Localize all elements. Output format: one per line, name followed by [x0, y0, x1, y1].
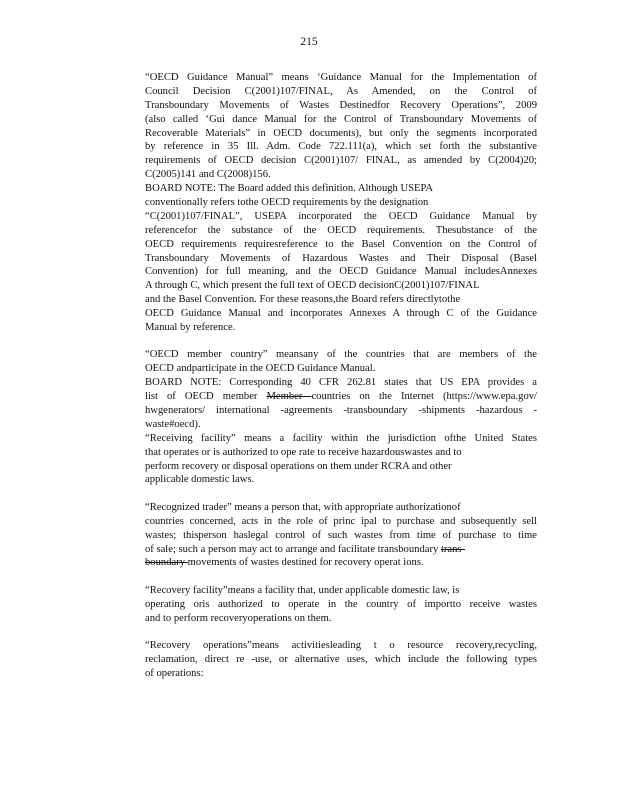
- text-line: [145, 182, 537, 196]
- text-line: [145, 653, 537, 667]
- struck-text: Member: [266, 391, 312, 403]
- text-line: [145, 99, 537, 113]
- struck-text: trans-: [440, 543, 466, 555]
- text-line: [145, 598, 537, 612]
- line-text: OECD Guidance Manual and incorporates Annexes A through C of the Guidance: [145, 308, 537, 320]
- line-text: “OECD member country” meansany of the countries that are members of the: [145, 349, 537, 361]
- text-line: [145, 307, 537, 321]
- line-text: applicable domestic laws.: [145, 474, 255, 486]
- body-text: [145, 71, 537, 694]
- line-text: by reference in 35 Ill. Adm. Code 722.111(a), which set forth the substantive: [145, 141, 537, 153]
- line-text: Manual by reference.: [145, 322, 236, 334]
- line-text: C(2005)141 and C(2008)156.: [145, 169, 271, 181]
- line-text: hwgenerators/ international -agreements -transboundary -shipments -hazardous -: [145, 404, 537, 416]
- paragraph: [145, 501, 537, 570]
- text-line: [145, 390, 537, 404]
- text-line: [145, 85, 537, 99]
- text-line: [145, 348, 537, 362]
- text-line: [145, 501, 537, 515]
- text-line: [145, 210, 537, 224]
- paragraph: [145, 348, 537, 487]
- text-line: [145, 432, 537, 446]
- line-text: referencefor the substance of the OECD requirements. Thesubstance of the: [145, 224, 537, 236]
- line-text: A through C, which present the full text of OECD decisionC(2001)107/FINAL: [145, 280, 480, 292]
- text-line: [145, 584, 537, 598]
- line-text: and the Basel Convention. For these reasons,the Board refers directlytothe: [145, 294, 461, 306]
- line-text: of sale; such a person may act to arrange and facilitate transboundary: [145, 543, 439, 555]
- line-text: Transboundary Movements of Wastes Destinedfor Recovery Operations”, 2009: [145, 99, 537, 111]
- text-line: [145, 515, 537, 529]
- line-text: waste#oecd).: [145, 418, 201, 430]
- line-text: conventionally refers tothe OECD requirements by the designation: [145, 197, 429, 209]
- text-line: [145, 224, 537, 238]
- line-text: that operates or is authorized to ope rate to receive hazardouswastes and to: [145, 446, 462, 458]
- line-text: Transboundary Movements of Hazardous Wastes and Their Disposal (Basel: [145, 252, 537, 264]
- text-line: [145, 543, 537, 557]
- text-line: [145, 252, 537, 266]
- text-line: [145, 418, 537, 432]
- line-text: reclamation, direct re -use, or alternative uses, which include the following types: [145, 653, 537, 665]
- line-text: countries concerned, acts in the role of princ ipal to purchase and subsequently sell: [145, 515, 537, 527]
- line-text: operating oris authorized to operate in the country of importto receive wastes: [145, 598, 537, 610]
- line-text: OECD requirements requiresreference to the Basel Convention on the Control of: [145, 238, 537, 250]
- text-line: [145, 446, 537, 460]
- line-text: requirements of OECD decision C(2001)107/ FINAL, as amended by C(2004)20;: [145, 155, 537, 167]
- text-line: [145, 376, 537, 390]
- text-line: [145, 639, 537, 653]
- text-line: [145, 113, 537, 127]
- text-line: [145, 556, 537, 570]
- text-line: [145, 667, 537, 681]
- text-line: [145, 154, 537, 168]
- line-text: “Recovery operations”means activitiesleading t o resource recovery,recycling,: [145, 639, 537, 651]
- line-text: “C(2001)107/FINAL”, USEPA incorporated the OECD Guidance Manual by: [145, 210, 537, 222]
- line-text: and to perform recoveryoperations on them.: [145, 612, 332, 624]
- text-line: [145, 265, 537, 279]
- line-text: countries on the Internet (https://www.epa.gov/: [311, 391, 537, 403]
- line-text: wastes; thisperson haslegal control of such wastes from time of purchase to time: [145, 529, 537, 541]
- line-text: Convention) for full meaning, and the OECD Guidance Manual includesAnnexes: [145, 266, 537, 278]
- page-number: 215: [300, 36, 318, 48]
- line-text: BOARD NOTE: The Board added this definition. Although USEPA: [145, 183, 434, 195]
- text-line: [145, 473, 537, 487]
- text-line: [145, 238, 537, 252]
- line-text: of operations:: [145, 667, 204, 679]
- text-line: [145, 293, 537, 307]
- paragraph: [145, 584, 537, 626]
- paragraph: [145, 71, 537, 335]
- line-text: “OECD Guidance Manual” means ‘Guidance Manual for the Implementation of: [145, 72, 537, 83]
- text-line: [145, 71, 537, 85]
- text-line: [145, 140, 537, 154]
- text-line: [145, 321, 537, 335]
- text-line: [145, 529, 537, 543]
- text-line: [145, 127, 537, 141]
- paragraph: [145, 639, 537, 681]
- text-line: [145, 196, 537, 210]
- line-text: BOARD NOTE: Corresponding 40 CFR 262.81 states that US EPA provides a: [145, 377, 537, 389]
- text-line: [145, 168, 537, 182]
- line-text: movements of wastes destined for recovery operat ions.: [187, 557, 424, 569]
- line-text: “Recovery facility”means a facility that, under applicable domestic law, is: [145, 584, 460, 596]
- text-line: [145, 279, 537, 293]
- line-text: Recoverable Materials” in OECD documents), but only the segments incorporated: [145, 127, 537, 139]
- line-text: (also called ‘Gui dance Manual for the Control of Transboundary Movements of: [145, 113, 537, 125]
- line-text: Council Decision C(2001)107/FINAL, As Amended, on the Control of: [145, 85, 537, 97]
- line-text: “Recognized trader” means a person that, with appropriate authorizationof: [145, 501, 461, 513]
- text-line: [145, 612, 537, 626]
- line-text: list of OECD member: [145, 391, 267, 403]
- text-line: [145, 362, 537, 376]
- struck-text: boundary: [145, 557, 188, 569]
- line-text: “Receiving facility” means a facility within the jurisdiction ofthe United States: [145, 432, 537, 444]
- line-text: OECD andparticipate in the OECD Guidance Manual.: [145, 363, 376, 375]
- line-text: perform recovery or disposal operations on them under RCRA and other: [145, 460, 452, 472]
- text-line: [145, 460, 537, 474]
- text-line: [145, 404, 537, 418]
